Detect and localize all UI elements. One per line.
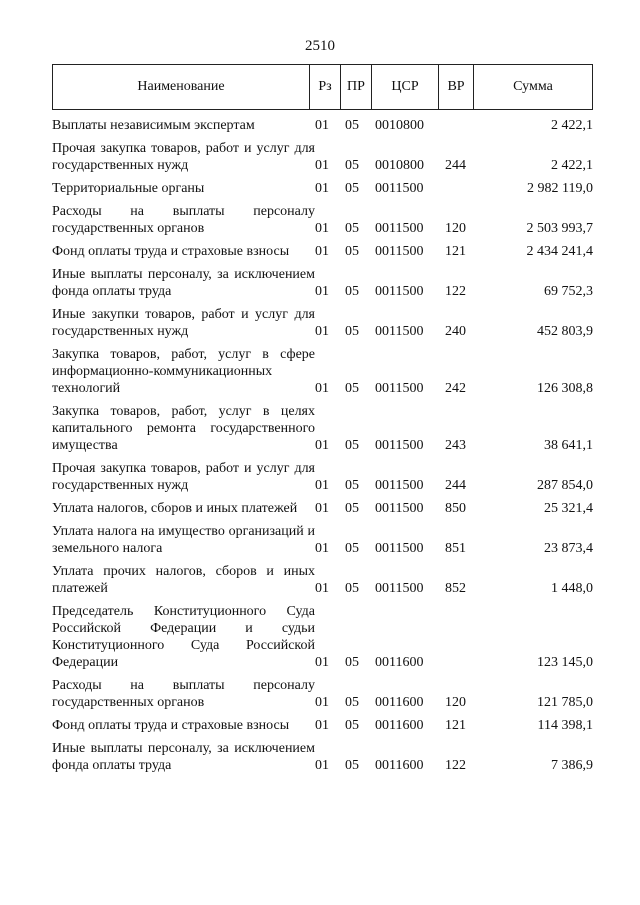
table-row [52, 597, 593, 671]
table-row [52, 557, 593, 597]
table-row [52, 397, 593, 454]
cell-csr: 0011500 [375, 438, 424, 453]
cell-rz: 01 [315, 695, 329, 710]
cell-pr: 05 [345, 581, 359, 596]
cell-rz: 01 [315, 244, 329, 259]
cell-name: Иные выплаты персоналу, за исключением фонда оплаты труда [52, 741, 315, 773]
cell-vr: 121 [445, 244, 466, 259]
cell-pr: 05 [345, 501, 359, 516]
cell-rz: 01 [315, 718, 329, 733]
table-row [52, 174, 593, 197]
cell-sum: 114 398,1 [537, 718, 593, 733]
cell-name: Территориальные органы [52, 181, 205, 196]
cell-rz: 01 [315, 324, 329, 339]
cell-vr [445, 174, 483, 197]
cell-rz: 01 [315, 478, 329, 493]
table-row [52, 671, 593, 711]
cell-pr: 05 [345, 695, 359, 710]
cell-pr: 05 [345, 221, 359, 236]
cell-vr [445, 597, 483, 671]
cell-pr: 05 [345, 158, 359, 173]
header-vr: ВР [439, 65, 474, 110]
header-pr: ПР [341, 65, 372, 110]
cell-csr: 0011600 [375, 718, 424, 733]
header-rz: Рз [310, 65, 341, 110]
cell-name: Иные выплаты персоналу, за исключением фонда оплаты труда [52, 267, 315, 299]
cell-csr: 0011500 [375, 581, 424, 596]
cell-sum: 2 982 119,0 [527, 181, 593, 196]
cell-sum: 69 752,3 [544, 284, 593, 299]
cell-name: Расходы на выплаты персоналу государственных органов [52, 678, 315, 710]
cell-sum: 7 386,9 [551, 758, 593, 773]
cell-sum: 126 308,8 [537, 381, 593, 396]
table-row [52, 517, 593, 557]
cell-csr: 0011600 [375, 655, 424, 670]
table-row [52, 454, 593, 494]
cell-rz: 01 [315, 501, 329, 516]
cell-csr: 0011500 [375, 284, 424, 299]
cell-pr: 05 [345, 541, 359, 556]
cell-pr: 05 [345, 244, 359, 259]
cell-csr: 0011500 [375, 478, 424, 493]
cell-name: Уплата налогов, сборов и иных платежей [52, 501, 298, 516]
cell-vr: 244 [445, 478, 466, 493]
cell-vr: 244 [445, 158, 466, 173]
cell-sum: 452 803,9 [537, 324, 593, 339]
cell-csr: 0011500 [375, 181, 424, 196]
table-row [52, 134, 593, 174]
cell-name: Закупка товаров, работ, услуг в целях капитального ремонта государственного имущества [52, 404, 315, 453]
table-row [52, 300, 593, 340]
cell-pr: 05 [345, 381, 359, 396]
cell-rz: 01 [315, 655, 329, 670]
cell-csr: 0011600 [375, 758, 424, 773]
cell-csr: 0011500 [375, 381, 424, 396]
cell-vr: 120 [445, 695, 466, 710]
cell-sum: 2 503 993,7 [526, 221, 593, 236]
cell-sum: 2 434 241,4 [526, 244, 593, 259]
cell-name: Закупка товаров, работ, услуг в сфере информационно-коммуникационных технологий [52, 347, 315, 396]
cell-csr: 0011500 [375, 541, 424, 556]
cell-name: Прочая закупка товаров, работ и услуг для государственных нужд [52, 461, 315, 493]
cell-rz: 01 [315, 541, 329, 556]
cell-vr: 121 [445, 718, 466, 733]
cell-vr: 851 [445, 541, 466, 556]
cell-vr [445, 111, 483, 134]
cell-sum: 1 448,0 [551, 581, 593, 596]
cell-rz: 01 [315, 221, 329, 236]
budget-table [52, 111, 593, 774]
cell-vr: 852 [445, 581, 466, 596]
table-row [52, 711, 593, 734]
cell-sum: 2 422,1 [551, 158, 593, 173]
cell-sum: 2 422,1 [551, 118, 593, 133]
cell-pr: 05 [345, 718, 359, 733]
cell-rz: 01 [315, 581, 329, 596]
cell-name: Уплата налога на имущество организаций и земельного налога [52, 524, 315, 556]
cell-pr: 05 [345, 118, 359, 133]
cell-vr: 122 [445, 758, 466, 773]
header-name: Наименование [53, 65, 310, 110]
cell-rz: 01 [315, 158, 329, 173]
cell-name: Уплата прочих налогов, сборов и иных платежей [52, 564, 315, 596]
cell-sum: 121 785,0 [537, 695, 593, 710]
cell-pr: 05 [345, 284, 359, 299]
cell-rz: 01 [315, 381, 329, 396]
cell-pr: 05 [345, 655, 359, 670]
cell-vr: 120 [445, 221, 466, 236]
table-row [52, 237, 593, 260]
cell-rz: 01 [315, 118, 329, 133]
cell-name: Председатель Конституционного Суда Российской Федерации и судьи Конституционного Суда Российской Федерации [52, 604, 315, 670]
cell-name: Выплаты независимым экспертам [52, 118, 255, 133]
cell-name: Прочая закупка товаров, работ и услуг для государственных нужд [52, 141, 315, 173]
cell-csr: 0011600 [375, 695, 424, 710]
cell-vr: 240 [445, 324, 466, 339]
cell-rz: 01 [315, 758, 329, 773]
header-csr: ЦСР [372, 65, 439, 110]
table-row [52, 494, 593, 517]
page-number: 2510 [305, 38, 335, 54]
cell-name: Фонд оплаты труда и страховые взносы [52, 718, 290, 733]
cell-pr: 05 [345, 758, 359, 773]
table-row [52, 111, 593, 134]
cell-sum: 38 641,1 [544, 438, 593, 453]
cell-sum: 123 145,0 [537, 655, 593, 670]
table-row [52, 197, 593, 237]
cell-pr: 05 [345, 478, 359, 493]
header-sum: Сумма [474, 65, 593, 110]
table-header [52, 64, 593, 110]
cell-sum: 23 873,4 [544, 541, 593, 556]
cell-vr: 242 [445, 381, 466, 396]
table-row [52, 734, 593, 774]
cell-pr: 05 [345, 181, 359, 196]
cell-csr: 0010800 [375, 158, 424, 173]
cell-rz: 01 [315, 181, 329, 196]
cell-csr: 0011500 [375, 324, 424, 339]
cell-csr: 0011500 [375, 501, 424, 516]
cell-name: Иные закупки товаров, работ и услуг для государственных нужд [52, 307, 315, 339]
cell-rz: 01 [315, 284, 329, 299]
cell-sum: 25 321,4 [544, 501, 593, 516]
table-row [52, 340, 593, 397]
cell-vr: 243 [445, 438, 466, 453]
cell-pr: 05 [345, 438, 359, 453]
cell-pr: 05 [345, 324, 359, 339]
cell-csr: 0011500 [375, 244, 424, 259]
cell-vr: 122 [445, 284, 466, 299]
cell-csr: 0011500 [375, 221, 424, 236]
cell-name: Фонд оплаты труда и страховые взносы [52, 244, 290, 259]
cell-rz: 01 [315, 438, 329, 453]
cell-name: Расходы на выплаты персоналу государственных органов [52, 204, 315, 236]
table-row [52, 260, 593, 300]
cell-csr: 0010800 [375, 118, 424, 133]
cell-vr: 850 [445, 501, 466, 516]
cell-sum: 287 854,0 [537, 478, 593, 493]
